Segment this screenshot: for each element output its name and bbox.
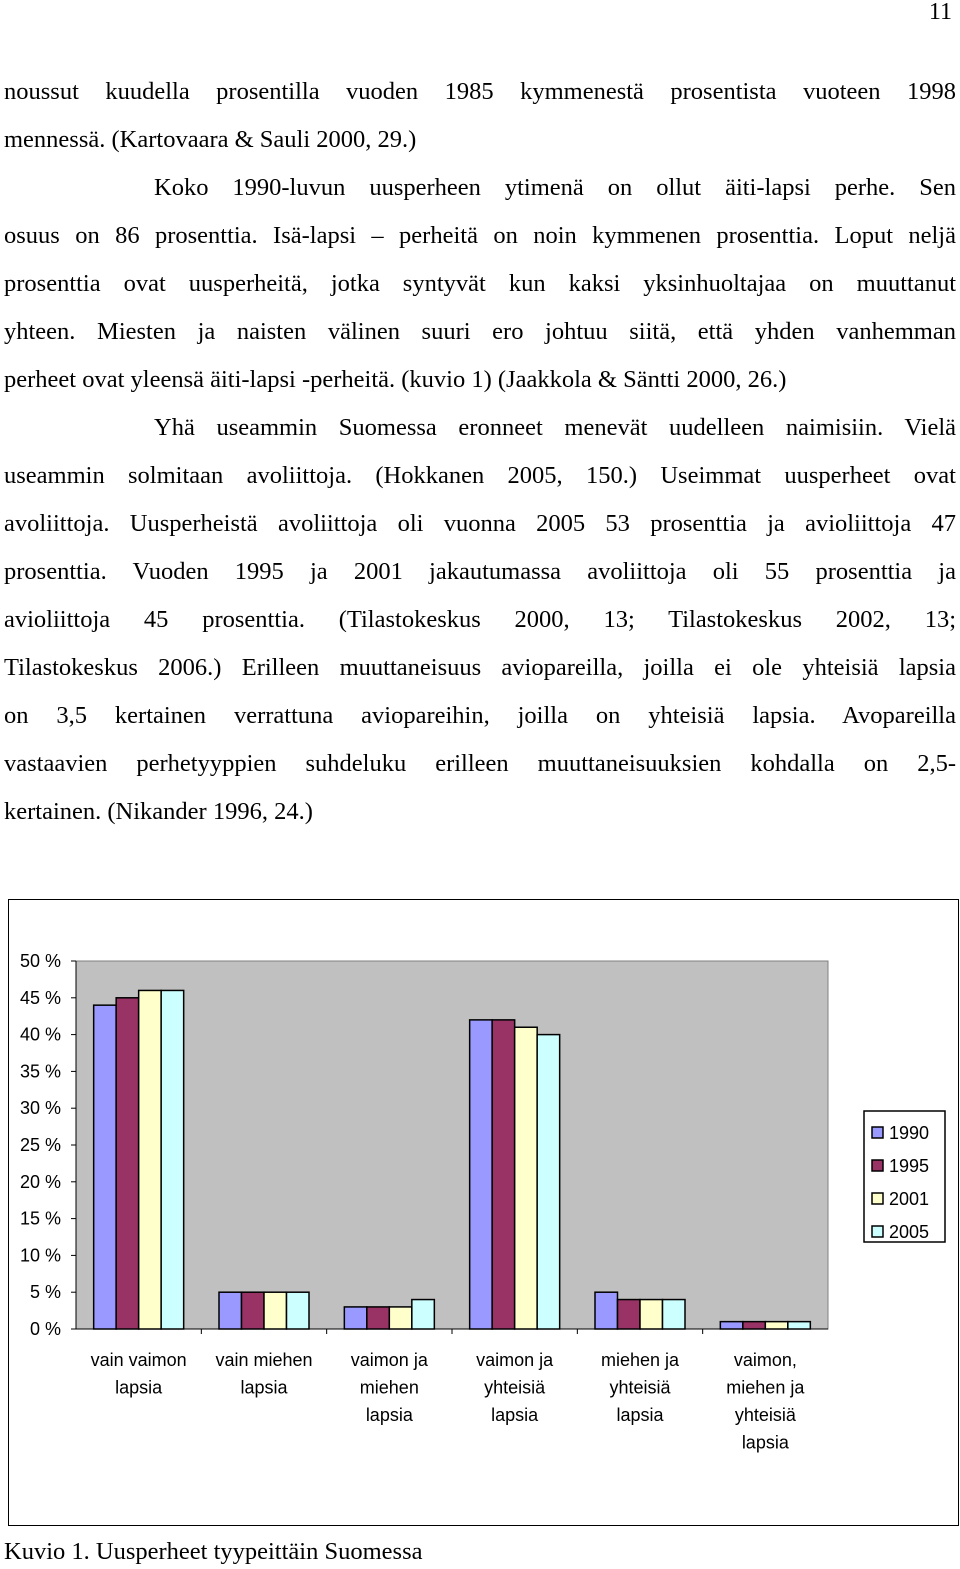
y-tick-label: 20 % — [19, 1171, 61, 1192]
bar — [389, 1307, 412, 1329]
bar-chart — [9, 900, 957, 1524]
y-tick-label: 40 % — [19, 1024, 61, 1045]
bar — [242, 1292, 265, 1329]
bar — [219, 1292, 242, 1329]
x-tick-label: lapsia — [491, 1405, 539, 1425]
y-tick-label: 5 % — [29, 1282, 61, 1303]
bar — [765, 1322, 788, 1329]
x-tick-label: lapsia — [240, 1377, 288, 1398]
x-tick-label: miehen ja — [726, 1377, 805, 1398]
bar — [116, 998, 138, 1329]
text-line: avoliittoja. Uusperheistä avoliittoja oli vuonna 2005 53 prosenttia ja avioliittoja 47 — [4, 510, 956, 537]
bar — [161, 990, 184, 1329]
bar — [537, 1035, 560, 1329]
text-line: avioliittoja 45 prosenttia. (Tilastokeskus 2000, 13; Tilastokeskus 2002, 13; — [4, 606, 956, 633]
x-tick-label: lapsia — [365, 1405, 413, 1425]
legend-swatch — [872, 1160, 883, 1171]
y-tick-label: 15 % — [19, 1208, 61, 1229]
x-tick-label: vaimon ja — [350, 1350, 428, 1370]
bar — [515, 1027, 538, 1329]
bar — [287, 1292, 310, 1329]
x-tick-label: yhteisiä — [734, 1405, 796, 1425]
bar — [492, 1020, 514, 1329]
x-tick-label: lapsia — [115, 1377, 163, 1398]
x-tick-label: yhteisiä — [484, 1377, 546, 1398]
bar — [788, 1322, 811, 1329]
text-line: noussut kuudella prosentilla vuoden 1985 kymmenestä prosentista vuoteen 1998 — [4, 78, 956, 105]
bar — [743, 1322, 766, 1329]
text-line: kertainen. (Nikander 1996, 24.) — [4, 798, 313, 825]
text-line: vastaavien perhetyyppien suhdeluku erilleen muuttaneisuuksien kohdalla on 2,5- — [4, 750, 956, 777]
bar — [412, 1300, 435, 1329]
x-tick-label: vain vaimon — [90, 1350, 187, 1370]
bar — [94, 1005, 117, 1329]
text-line: mennessä. (Kartovaara & Sauli 2000, 29.) — [4, 126, 417, 153]
text-line: Koko 1990-luvun uusperheen ytimenä on ollut äiti-lapsi perhe. Sen — [154, 174, 956, 201]
x-tick-label: yhteisiä — [609, 1377, 671, 1398]
text-line: on 3,5 kertainen verrattuna aviopareihin, joilla on yhteisiä lapsia. Avopareilla — [4, 702, 956, 729]
bar — [595, 1292, 618, 1329]
text-line: prosenttia. Vuoden 1995 ja 2001 jakautumassa avoliittoja oli 55 prosenttia ja — [4, 558, 956, 585]
plot-area — [76, 961, 828, 1329]
y-tick-label: 0 % — [29, 1319, 61, 1339]
text-line: osuus on 86 prosenttia. Isä-lapsi – perheitä on noin kymmenen prosenttia. Loput neljä — [4, 222, 956, 249]
legend-swatch — [872, 1127, 883, 1138]
bar — [139, 990, 162, 1329]
bar — [344, 1307, 367, 1329]
text-line: perheet ovat yleensä äiti-lapsi -perheitä. (kuvio 1) (Jaakkola & Säntti 2000, 26.) — [4, 366, 787, 393]
bar — [367, 1307, 390, 1329]
x-tick-label: miehen — [359, 1377, 419, 1398]
text-line: yhteen. Miesten ja naisten välinen suuri ero johtuu siitä, että yhden vanhemman — [4, 318, 956, 345]
bar — [720, 1322, 743, 1329]
y-tick-label: 45 % — [19, 987, 61, 1008]
bar — [663, 1300, 686, 1329]
text-line: Tilastokeskus 2006.) Erilleen muuttaneisuus aviopareilla, joilla ei ole yhteisiä lapsia — [4, 654, 956, 681]
legend-swatch — [872, 1193, 883, 1204]
legend-label: 1995 — [889, 1156, 930, 1176]
y-tick-label: 25 % — [19, 1135, 61, 1155]
page-number: 11 — [928, 0, 952, 25]
y-tick-label: 35 % — [19, 1061, 61, 1082]
x-tick-label: vaimon ja — [476, 1350, 554, 1370]
text-line: Yhä useammin Suomessa eronneet menevät uudelleen naimisiin. Vielä — [154, 414, 956, 441]
legend-swatch — [872, 1226, 883, 1237]
x-tick-label: vaimon, — [733, 1350, 797, 1370]
bar — [640, 1300, 663, 1329]
text-line: prosenttia ovat uusperheitä, jotka syntyvät kun kaksi yksinhuoltajaa on muuttanut — [4, 270, 956, 297]
x-tick-label: lapsia — [616, 1405, 664, 1425]
legend-label: 2001 — [889, 1189, 930, 1209]
legend-label: 1990 — [889, 1123, 930, 1143]
x-tick-label: miehen ja — [600, 1350, 680, 1370]
figure-caption: Kuvio 1. Uusperheet tyypeittäin Suomessa — [4, 1538, 423, 1565]
x-tick-label: lapsia — [741, 1432, 789, 1453]
y-tick-label: 10 % — [19, 1245, 61, 1266]
x-tick-label: vain miehen — [215, 1350, 313, 1370]
bar — [618, 1300, 641, 1329]
text-line: useammin solmitaan avoliittoja. (Hokkanen 2005, 150.) Useimmat uusperheet ovat — [4, 462, 956, 489]
legend-label: 2005 — [889, 1222, 930, 1242]
y-tick-label: 50 % — [19, 951, 61, 971]
chart-frame — [8, 899, 959, 1526]
y-tick-label: 30 % — [19, 1098, 61, 1119]
bar — [264, 1292, 287, 1329]
bar — [470, 1020, 493, 1329]
